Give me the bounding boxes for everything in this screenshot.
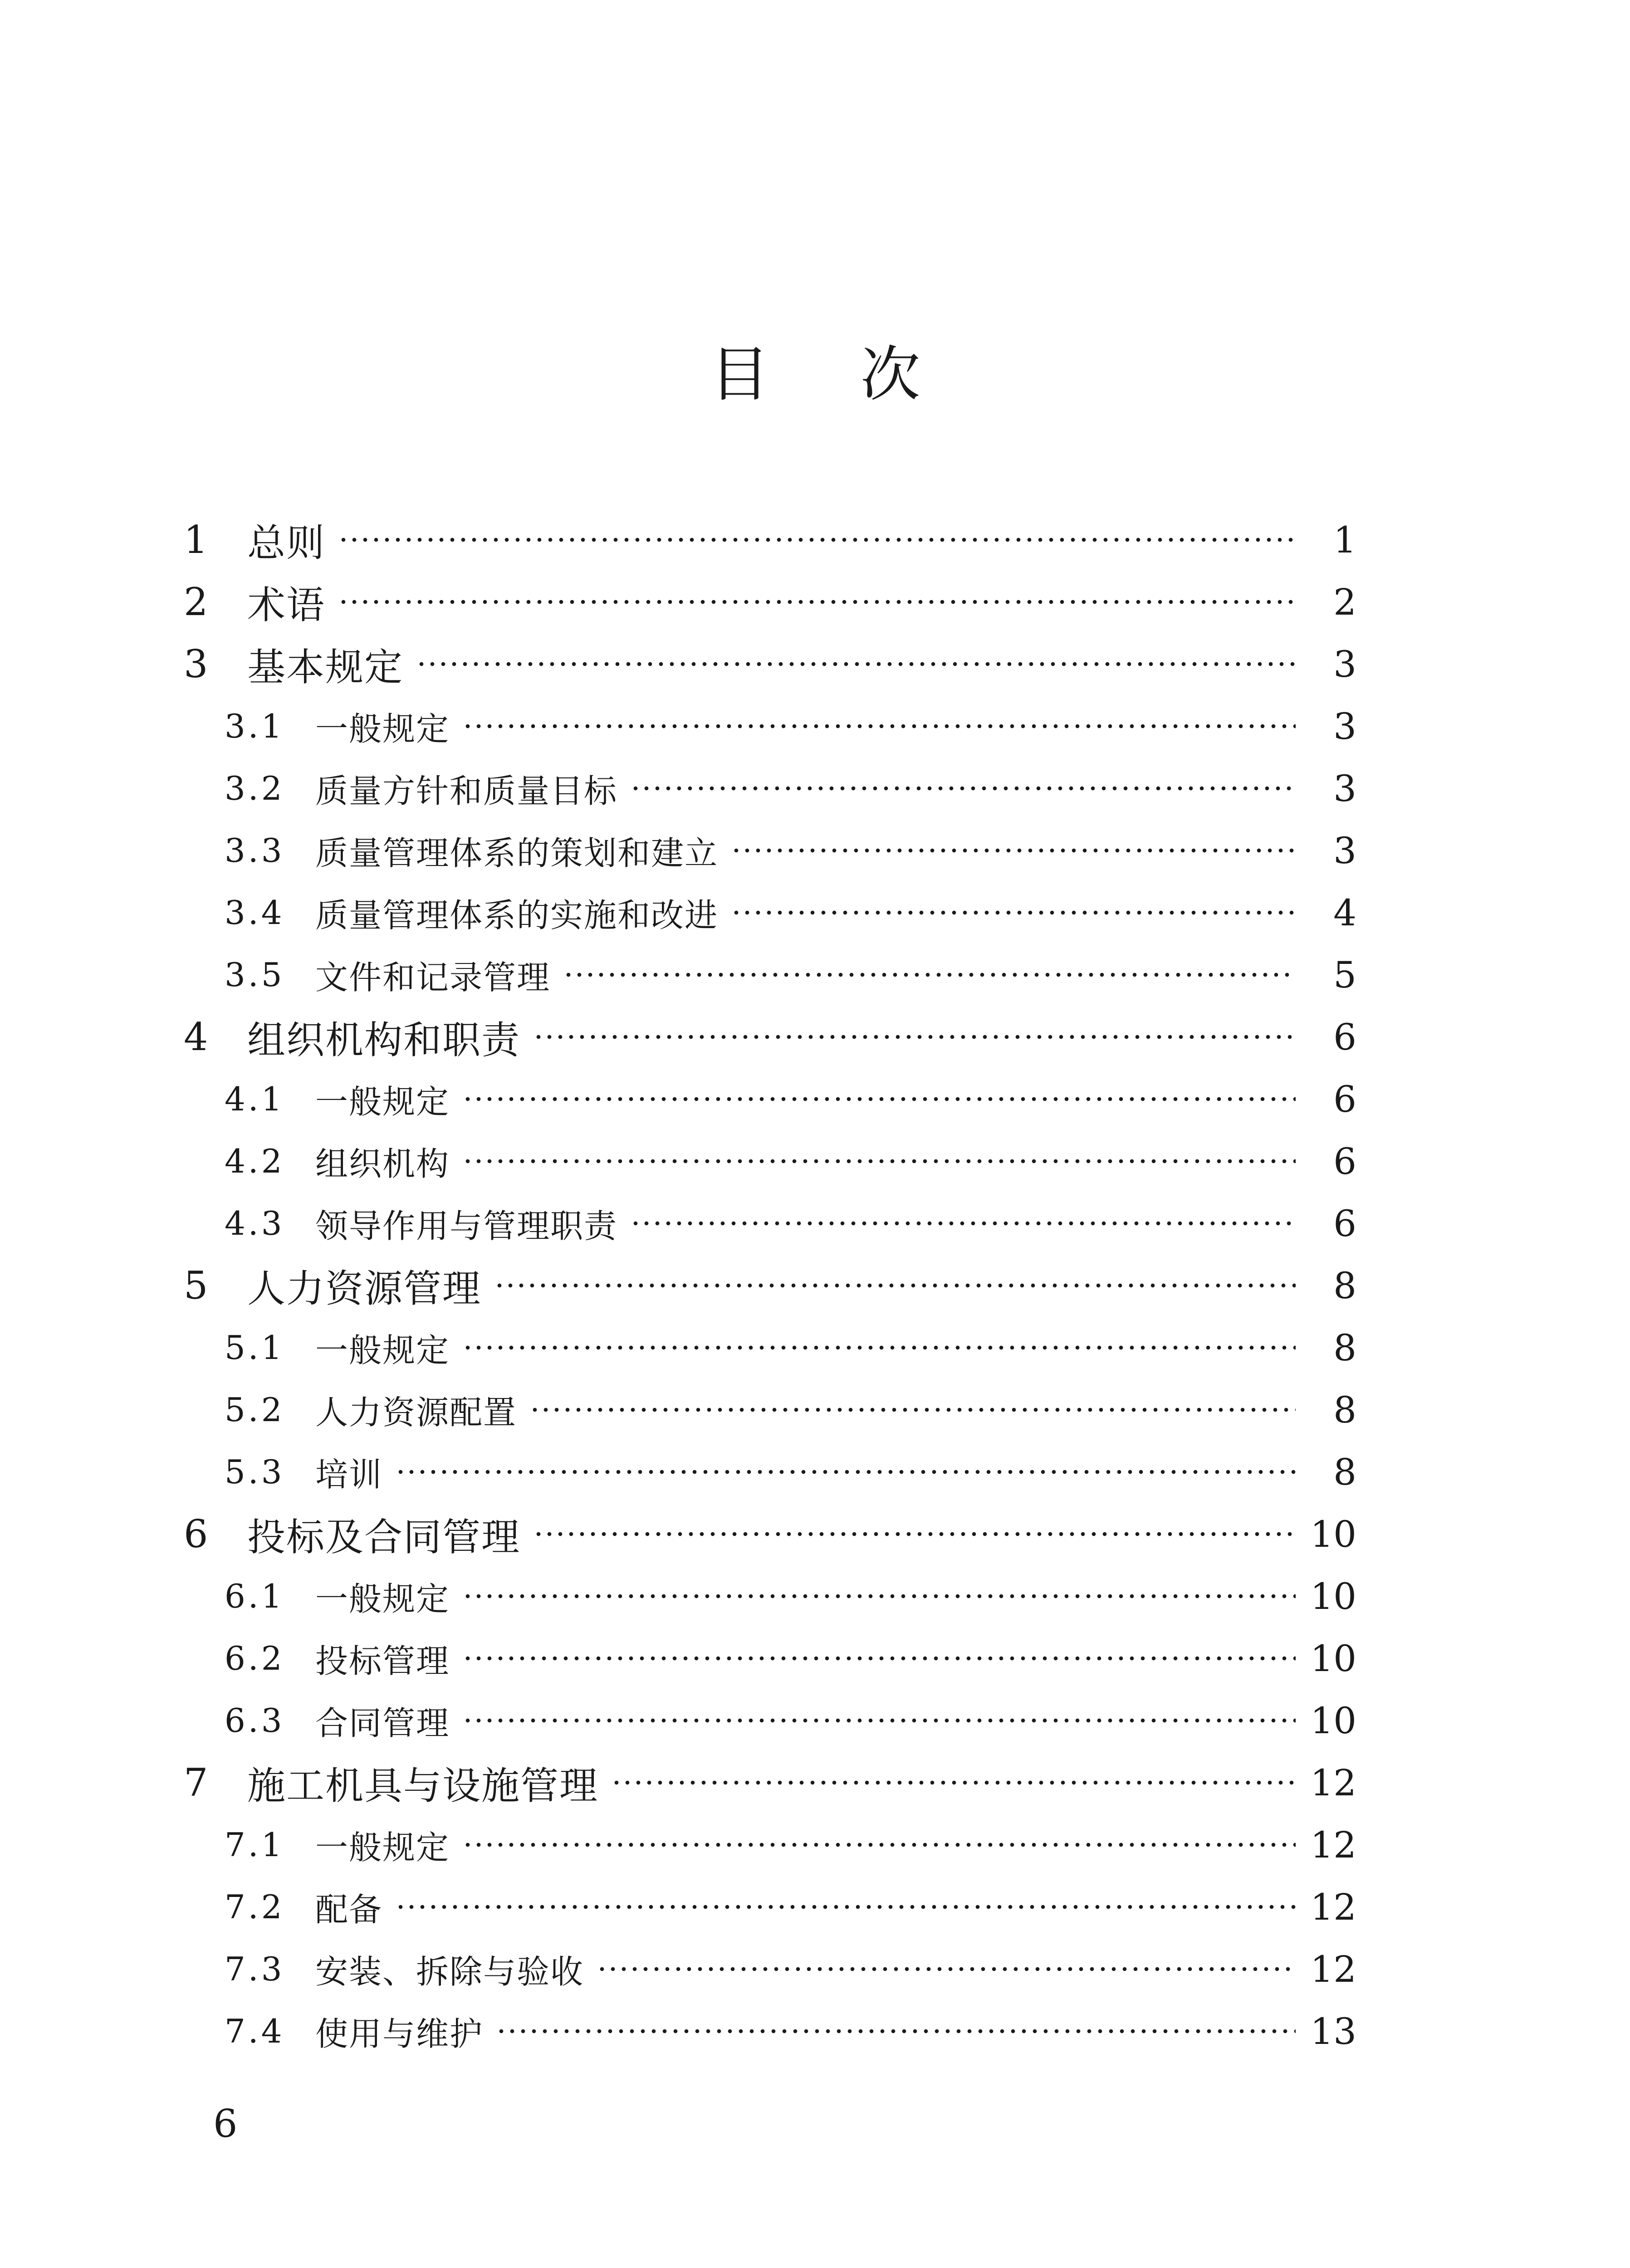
toc-entry-page: 3 bbox=[1333, 643, 1356, 685]
dot-leader bbox=[597, 1967, 1296, 1971]
toc-section-entry bbox=[225, 1880, 1356, 1934]
toc-section-entry bbox=[225, 1383, 1356, 1437]
toc-chapter-entry bbox=[184, 575, 1356, 629]
dot-leader bbox=[462, 1159, 1296, 1163]
toc-entry-label: 一般规定 bbox=[315, 1083, 450, 1121]
toc-entry-page: 6 bbox=[1333, 1140, 1356, 1183]
dot-leader bbox=[395, 1470, 1296, 1474]
toc-entry-label: 总则 bbox=[247, 520, 326, 565]
dot-leader bbox=[462, 1097, 1296, 1101]
toc-section-entry bbox=[225, 1196, 1356, 1251]
toc-section-entry bbox=[225, 885, 1356, 940]
toc-entry-number: 4.1 bbox=[225, 1080, 285, 1118]
toc-entry-label: 安装、拆除与验收 bbox=[315, 1953, 584, 1991]
toc-entry-page: 6 bbox=[1333, 1202, 1356, 1245]
dot-leader bbox=[731, 848, 1296, 853]
toc-entry-page: 10 bbox=[1310, 1513, 1356, 1555]
toc-entry-number: 7 bbox=[184, 1760, 208, 1805]
toc-entry-label: 投标管理 bbox=[315, 1642, 450, 1680]
toc-entry-label: 领导作用与管理职责 bbox=[315, 1207, 618, 1245]
toc-entry-number: 6.2 bbox=[225, 1639, 285, 1677]
toc-section-entry bbox=[225, 1818, 1356, 1872]
toc-entry-number: 6 bbox=[184, 1512, 208, 1556]
dot-leader bbox=[462, 1718, 1296, 1723]
dot-leader bbox=[494, 1283, 1296, 1288]
toc-entry-page: 8 bbox=[1333, 1264, 1356, 1307]
toc-entry-label: 一般规定 bbox=[315, 1331, 450, 1369]
toc-entry-label: 一般规定 bbox=[315, 710, 450, 748]
toc-entry-number: 3.1 bbox=[225, 707, 285, 745]
toc-section-entry bbox=[225, 1569, 1356, 1623]
toc-entry-number: 1 bbox=[184, 518, 208, 562]
dot-leader bbox=[611, 1780, 1296, 1785]
toc-section-entry bbox=[225, 1320, 1356, 1375]
toc-section-entry bbox=[225, 823, 1356, 878]
toc-section-entry bbox=[225, 1631, 1356, 1686]
dot-leader bbox=[462, 1594, 1296, 1598]
toc-entry-label: 施工机具与设施管理 bbox=[247, 1763, 599, 1808]
toc-entry-label: 人力资源管理 bbox=[247, 1266, 482, 1311]
toc-entry-label: 一般规定 bbox=[315, 1828, 450, 1867]
toc-entry-page: 2 bbox=[1333, 581, 1356, 623]
toc-entry-number: 4 bbox=[184, 1015, 208, 1059]
toc-entry-page: 5 bbox=[1333, 953, 1356, 996]
toc-entry-label: 使用与维护 bbox=[315, 2015, 484, 2053]
toc-chapter-entry bbox=[184, 1755, 1356, 1810]
toc-entry-number: 7.4 bbox=[225, 2012, 285, 2050]
toc-entry-number: 3 bbox=[184, 642, 208, 686]
toc-entry-number: 3.4 bbox=[225, 894, 285, 932]
toc-entry-page: 1 bbox=[1333, 518, 1356, 561]
toc-section-entry bbox=[225, 1693, 1356, 1748]
dot-leader bbox=[462, 1843, 1296, 1847]
toc-section-entry bbox=[225, 1942, 1356, 1996]
toc-section-entry bbox=[225, 699, 1356, 753]
dot-leader bbox=[416, 662, 1296, 666]
toc-entry-label: 组织机构和职责 bbox=[247, 1017, 521, 1062]
toc-entry-number: 4.2 bbox=[225, 1142, 285, 1180]
dot-leader bbox=[462, 1656, 1296, 1661]
toc-entry-number: 5.3 bbox=[225, 1453, 285, 1491]
toc-entry-page: 12 bbox=[1310, 1761, 1356, 1804]
toc-entry-label: 组织机构 bbox=[315, 1145, 450, 1183]
toc-entry-page: 3 bbox=[1333, 767, 1356, 810]
toc-entry-page: 8 bbox=[1333, 1326, 1356, 1369]
dot-leader bbox=[529, 1408, 1296, 1412]
toc-entry-number: 6.3 bbox=[225, 1701, 285, 1740]
toc-entry-page: 13 bbox=[1310, 2010, 1356, 2053]
toc-entry-number: 7.1 bbox=[225, 1826, 285, 1864]
toc-section-entry bbox=[225, 1445, 1356, 1499]
toc-chapter-entry bbox=[184, 1010, 1356, 1064]
toc-chapter-entry bbox=[184, 1258, 1356, 1313]
toc-entry-page: 12 bbox=[1310, 1886, 1356, 1928]
toc-section-entry bbox=[225, 1072, 1356, 1126]
title-char-1: 目 bbox=[710, 340, 770, 410]
toc-entry-label: 配备 bbox=[315, 1891, 383, 1929]
toc-entry-label: 质量管理体系的策划和建立 bbox=[315, 834, 719, 872]
toc-entry-label: 文件和记录管理 bbox=[315, 958, 551, 997]
toc-chapter-entry bbox=[184, 513, 1356, 567]
toc-entry-label: 质量方针和质量目标 bbox=[315, 772, 618, 810]
dot-leader bbox=[462, 724, 1296, 728]
dot-leader bbox=[630, 1221, 1296, 1226]
dot-leader bbox=[496, 2029, 1296, 2033]
toc-entry-page: 3 bbox=[1333, 829, 1356, 872]
dot-leader bbox=[563, 973, 1296, 977]
dot-leader bbox=[533, 1532, 1296, 1536]
toc-entry-number: 3.5 bbox=[225, 956, 285, 994]
dot-leader bbox=[462, 1345, 1296, 1350]
toc-entry-label: 质量管理体系的实施和改进 bbox=[315, 896, 719, 934]
dot-leader bbox=[338, 538, 1296, 542]
toc-entry-page: 6 bbox=[1333, 1016, 1356, 1058]
dot-leader bbox=[630, 786, 1296, 791]
toc-section-entry bbox=[225, 2004, 1356, 2058]
toc-entry-number: 5 bbox=[184, 1263, 208, 1308]
dot-leader bbox=[338, 600, 1296, 604]
toc-section-entry bbox=[225, 948, 1356, 1002]
toc-section-entry bbox=[225, 761, 1356, 816]
toc-entry-label: 合同管理 bbox=[315, 1704, 450, 1742]
toc-entry-page: 10 bbox=[1310, 1699, 1356, 1742]
toc-entry-label: 人力资源配置 bbox=[315, 1393, 517, 1432]
toc-section-entry bbox=[225, 1134, 1356, 1188]
toc-entry-page: 6 bbox=[1333, 1078, 1356, 1120]
toc-entry-page: 12 bbox=[1310, 1948, 1356, 1990]
dot-leader bbox=[533, 1035, 1296, 1039]
title-char-2: 次 bbox=[860, 340, 920, 410]
dot-leader bbox=[731, 910, 1296, 915]
toc-entry-label: 投标及合同管理 bbox=[247, 1515, 521, 1559]
toc-entry-label: 一般规定 bbox=[315, 1580, 450, 1618]
toc-entry-page: 10 bbox=[1310, 1575, 1356, 1618]
toc-entry-page: 8 bbox=[1333, 1388, 1356, 1431]
toc-entry-number: 6.1 bbox=[225, 1577, 285, 1615]
toc-entry-number: 7.3 bbox=[225, 1950, 285, 1988]
toc-entry-page: 4 bbox=[1333, 891, 1356, 934]
toc-entry-number: 7.2 bbox=[225, 1888, 285, 1926]
toc-entry-label: 基本规定 bbox=[247, 645, 404, 689]
toc-entry-page: 12 bbox=[1310, 1823, 1356, 1866]
toc-entry-page: 3 bbox=[1333, 705, 1356, 748]
dot-leader bbox=[395, 1905, 1296, 1909]
footer-page-number: 6 bbox=[213, 2102, 238, 2146]
toc-entry-label: 术语 bbox=[247, 582, 326, 627]
toc-entry-number: 4.3 bbox=[225, 1204, 285, 1242]
toc-chapter-entry bbox=[184, 1507, 1356, 1561]
toc-entry-number: 3.2 bbox=[225, 769, 285, 807]
toc-entry-label: 培训 bbox=[315, 1456, 383, 1494]
toc-chapter-entry bbox=[184, 637, 1356, 691]
toc-entry-page: 8 bbox=[1333, 1451, 1356, 1493]
toc-entry-number: 3.3 bbox=[225, 831, 285, 870]
toc-entry-number: 2 bbox=[184, 580, 208, 624]
toc-entry-number: 5.2 bbox=[225, 1391, 285, 1429]
toc-entry-page: 10 bbox=[1310, 1637, 1356, 1680]
toc-entry-number: 5.1 bbox=[225, 1329, 285, 1367]
